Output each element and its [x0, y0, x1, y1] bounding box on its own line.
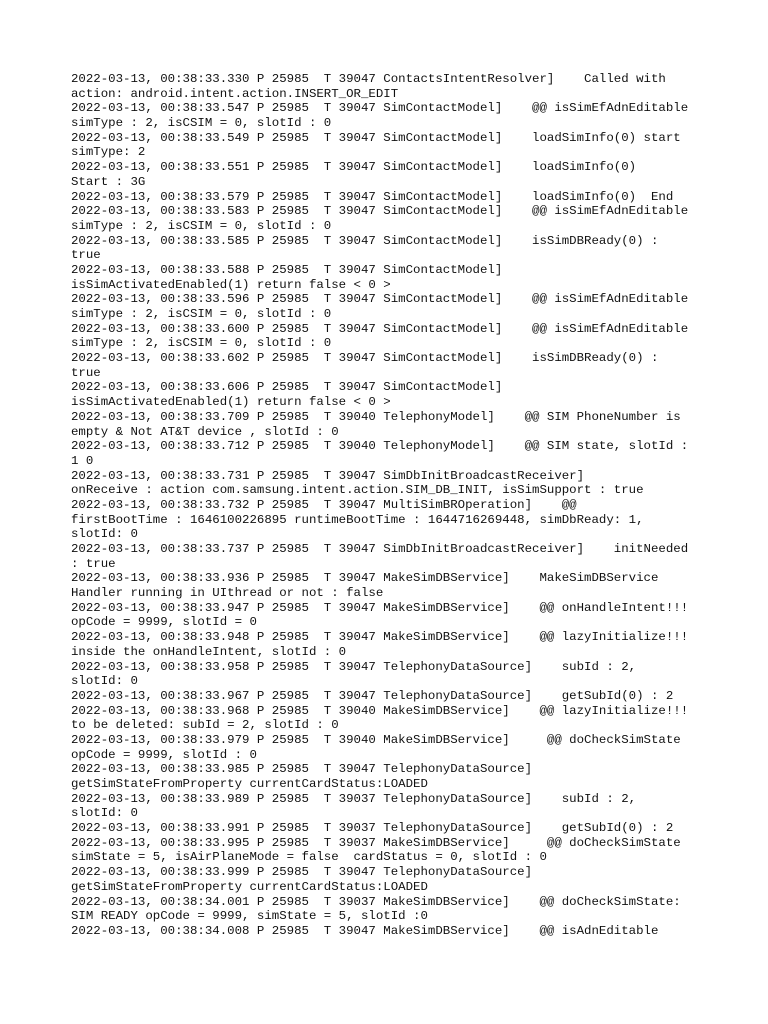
log-line: slotId: 0 [71, 806, 138, 821]
log-line: simType : 2, isCSIM = 0, slotId : 0 [71, 116, 332, 131]
log-line: Handler running in UIthread or not : false [71, 586, 384, 601]
log-line: 2022-03-13, 00:38:33.330 P 25985 T 39047 ContactsIntentResolver] Called with [71, 72, 666, 86]
log-line: 2022-03-13, 00:38:33.947 P 25985 T 39047 MakeSimDBService] @@ onHandleIntent!!! [71, 600, 689, 615]
log-line: action: android.intent.action.INSERT_OR_EDIT [71, 86, 399, 101]
log-line: inside the onHandleIntent, slotId : 0 [71, 644, 347, 659]
log-line: simType : 2, isCSIM = 0, slotId : 0 [71, 336, 332, 351]
log-line: 2022-03-13, 00:38:33.737 P 25985 T 39047 SimDbInitBroadcastReceiver] initNeeded [71, 542, 689, 556]
log-line: 2022-03-13, 00:38:33.600 P 25985 T 39047 SimContactModel] @@ isSimEfAdnEditable [71, 321, 689, 336]
log-line: 2022-03-13, 00:38:33.602 P 25985 T 39047 SimContactModel] isSimDBReady(0) : [71, 351, 659, 366]
log-line: true [71, 365, 101, 380]
log-line: 2022-03-13, 00:38:33.948 P 25985 T 39047 MakeSimDBService] @@ lazyInitialize!!! [71, 630, 689, 645]
log-line: getSimStateFromProperty currentCardStatus:LOADED [71, 777, 428, 791]
log-line: 1 0 [71, 453, 94, 468]
log-line: firstBootTime : 1646100226895 runtimeBootTime : 1644716269448, simDbReady: 1, [71, 512, 644, 527]
log-line: 2022-03-13, 00:38:33.967 P 25985 T 39047 TelephonyDataSource] getSubId(0) : 2 [71, 688, 674, 703]
log-line: 2022-03-13, 00:38:33.712 P 25985 T 39040 TelephonyModel] @@ SIM state, slotId : [71, 439, 689, 454]
log-line: 2022-03-13, 00:38:33.709 P 25985 T 39040 TelephonyModel] @@ SIM PhoneNumber is [71, 409, 681, 424]
log-line: SIM READY opCode = 9999, simState = 5, slotId :0 [71, 909, 428, 924]
log-line: simState = 5, isAirPlaneMode = false cardStatus = 0, slotId : 0 [71, 850, 547, 865]
log-line: 2022-03-13, 00:38:33.958 P 25985 T 39047 TelephonyDataSource] subId : 2, [71, 659, 637, 674]
log-line: onReceive : action com.samsung.intent.action.SIM_DB_INIT, isSimSupport : true [71, 483, 644, 498]
log-line: to be deleted: subId = 2, slotId : 0 [71, 718, 339, 733]
log-line: 2022-03-13, 00:38:33.583 P 25985 T 39047 SimContactModel] @@ isSimEfAdnEditable [71, 204, 689, 219]
log-line: 2022-03-13, 00:38:33.579 P 25985 T 39047 SimContactModel] loadSimInfo(0) End [71, 189, 674, 204]
log-line: 2022-03-13, 00:38:34.008 P 25985 T 39047 MakeSimDBService] @@ isAdnEditable [71, 923, 659, 938]
log-line: true [71, 248, 101, 263]
log-text-block [71, 72, 711, 939]
log-line: 2022-03-13, 00:38:33.585 P 25985 T 39047 SimContactModel] isSimDBReady(0) : [71, 233, 659, 248]
log-line: 2022-03-13, 00:38:33.968 P 25985 T 39040 MakeSimDBService] @@ lazyInitialize!!! [71, 703, 689, 718]
log-line: slotId: 0 [71, 674, 138, 689]
log-line: simType : 2, isCSIM = 0, slotId : 0 [71, 307, 332, 321]
log-line: opCode = 9999, slotId : 0 [71, 747, 257, 762]
log-line: simType: 2 [71, 145, 146, 160]
log-line: 2022-03-13, 00:38:33.991 P 25985 T 39037 TelephonyDataSource] getSubId(0) : 2 [71, 821, 674, 836]
log-line: isSimActivatedEnabled(1) return false < 0 > [71, 395, 391, 410]
log-line: 2022-03-13, 00:38:33.549 P 25985 T 39047 SimContactModel] loadSimInfo(0) start [71, 130, 681, 145]
log-line: : true [71, 556, 116, 571]
log-line: 2022-03-13, 00:38:34.001 P 25985 T 39037 MakeSimDBService] @@ doCheckSimState: [71, 894, 681, 909]
log-line: 2022-03-13, 00:38:33.995 P 25985 T 39037 MakeSimDBService] @@ doCheckSimState [71, 835, 681, 850]
log-line: slotId: 0 [71, 527, 138, 542]
log-line: 2022-03-13, 00:38:33.731 P 25985 T 39047 SimDbInitBroadcastReceiver] [71, 468, 585, 483]
log-line: 2022-03-13, 00:38:33.989 P 25985 T 39037 TelephonyDataSource] subId : 2, [71, 791, 637, 806]
log-line: 2022-03-13, 00:38:33.606 P 25985 T 39047 SimContactModel] [71, 380, 503, 395]
log-line: 2022-03-13, 00:38:33.547 P 25985 T 39047 SimContactModel] @@ isSimEfAdnEditable [71, 101, 689, 116]
log-line: getSimStateFromProperty currentCardStatus:LOADED [71, 879, 428, 894]
log-line: simType : 2, isCSIM = 0, slotId : 0 [71, 218, 332, 233]
log-line: 2022-03-13, 00:38:33.936 P 25985 T 39047 MakeSimDBService] MakeSimDBService [71, 571, 659, 586]
log-line: 2022-03-13, 00:38:33.985 P 25985 T 39047 TelephonyDataSource] [71, 762, 533, 777]
log-line: 2022-03-13, 00:38:33.979 P 25985 T 39040 MakeSimDBService] @@ doCheckSimState [71, 732, 681, 747]
log-line: empty & Not AT&T device , slotId : 0 [71, 424, 339, 439]
log-line: Start : 3G [71, 174, 146, 189]
log-line: 2022-03-13, 00:38:33.551 P 25985 T 39047 SimContactModel] loadSimInfo(0) [71, 160, 637, 175]
log-line: 2022-03-13, 00:38:33.732 P 25985 T 39047 MultiSimBROperation] @@ [71, 497, 577, 512]
log-line: 2022-03-13, 00:38:33.999 P 25985 T 39047 TelephonyDataSource] [71, 865, 533, 880]
log-line: 2022-03-13, 00:38:33.588 P 25985 T 39047 SimContactModel] [71, 262, 503, 277]
log-line: isSimActivatedEnabled(1) return false < 0 > [71, 277, 391, 292]
log-line: opCode = 9999, slotId = 0 [71, 615, 257, 630]
log-line: 2022-03-13, 00:38:33.596 P 25985 T 39047 SimContactModel] @@ isSimEfAdnEditable [71, 292, 689, 307]
